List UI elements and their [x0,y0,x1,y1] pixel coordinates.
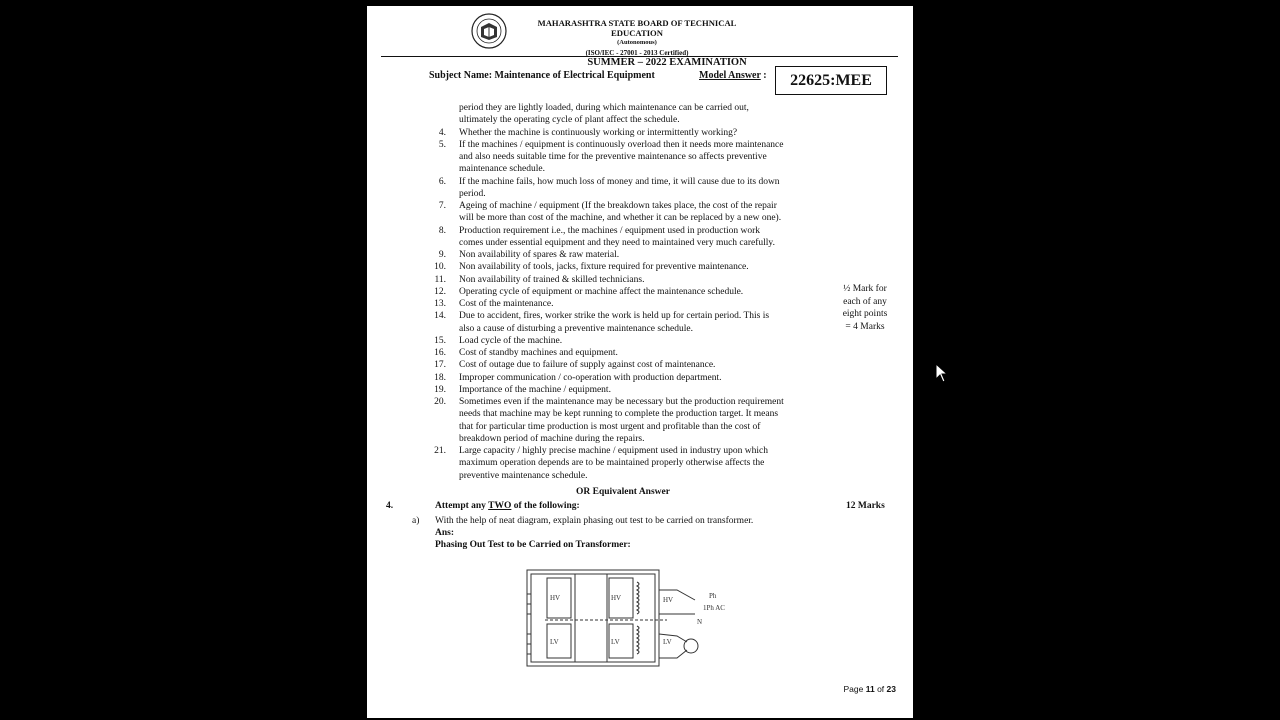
list-item-text: Non availability of spares & raw material. [459,250,620,260]
list-item-text: Large capacity / highly precise machine / equipment used in industry upon which [459,446,769,456]
list-item-text: Non availability of trained & skilled technicians. [459,274,645,285]
list-item-text: maximum operation depends are to be maintained properly otherwise affects the [459,458,765,469]
question-title-two: TWO [488,501,512,511]
diagram-label: 1Ph AC [703,604,725,612]
phasing-out-test-diagram [517,564,747,674]
diagram-label: LV [550,638,559,646]
diagram-label: HV [550,594,561,602]
exam-title: SUMMER – 2022 EXAMINATION [587,57,747,68]
list-item-text: Cost of outage due to failure of supply against cost of maintenance. [459,360,716,371]
msbte-logo-icon [471,13,507,49]
diagram-label: LV [611,638,620,646]
list-item-number: 4. [438,127,446,138]
page-number: 11 [865,684,875,694]
intro-line: period they are lightly loaded, during which maintenance can be carried out, [459,103,749,113]
list-item-number: 9. [438,250,446,260]
question-title-post: of the following: [511,501,580,511]
list-item-number: 16. [434,348,446,358]
question-number: 4. [386,501,394,511]
list-item-text: preventive maintenance schedule. [459,470,588,481]
list-item-number: 7. [438,201,446,211]
page-footer [843,684,896,694]
subquestion-label: a) [412,516,420,526]
answer-heading: Phasing Out Test to be Carried on Transformer: [435,540,631,550]
answer-label: Ans: [435,528,455,538]
diagram-label: LV [663,638,672,646]
list-item-text: needs that machine may be kept running to complete the production target. It means [459,409,779,420]
marks-line: eight points [842,309,888,319]
list-item-number: 6. [438,176,446,187]
list-item-text: and also needs suitable time for the preventive maintenance so affects preventive [459,152,767,162]
diagram-label: N [697,618,703,626]
list-item-text: Cost of standby machines and equipment. [459,348,618,358]
list-item-number: 10. [434,262,446,273]
list-item-text: Non availability of tools, jacks, fixture required for preventive maintenance. [459,262,749,273]
marks-line: = 4 Marks [845,321,885,332]
intro-line: ultimately the operating cycle of plant affect the schedule. [459,115,680,126]
list-item-text: maintenance schedule. [459,164,545,175]
list-item-text: comes under essential equipment and they need to maintained very much carefully. [459,237,775,248]
list-item-text: Cost of the maintenance. [459,299,554,309]
list-item-number: 20. [434,397,446,407]
or-equivalent-answer: OR Equivalent Answer [576,487,670,497]
list-item-text: If the machines / equipment is continuously overload then it needs more maintenance [459,139,784,150]
list-item-text: Sometimes even if the maintenance may be necessary but the production requirement [459,397,784,407]
list-item-text: period. [459,188,486,199]
list-item-text: Importance of the machine / equipment. [459,384,611,395]
page-total: 23 [886,684,896,694]
certification-label: (ISO/IEC - 27001 - 2013 Certified) [585,49,689,57]
list-item-text: If the machine fails, how much loss of money and time, it will cause due to its down [459,176,780,187]
list-item-text: that for particular time production is most urgent and profitable than the cost of [459,421,761,432]
page-of: of [877,684,885,694]
list-item-text: Whether the machine is continuously working or intermittently working? [459,127,738,138]
list-item-number: 11. [434,274,446,285]
list-item-number: 15. [434,335,446,346]
board-header [517,18,757,58]
question-title [435,500,580,512]
diagram-label: HV [611,594,622,602]
marks-line: ½ Mark for [843,284,887,294]
list-item-number: 14. [434,311,446,322]
list-item-number: 5. [438,139,446,150]
list-item-text: Due to accident, fires, worker strike the work is held up for certain period. This is [459,311,770,322]
subquestion-text: With the help of neat diagram, explain phasing out test to be carried on transformer. [435,516,754,526]
list-item-text: Operating cycle of equipment or machine affect the maintenance schedule. [459,286,744,297]
question-marks: 12 Marks [846,501,885,511]
list-item-number: 17. [434,360,446,371]
list-item-number: 18. [434,372,446,383]
list-item-number: 21. [434,446,446,456]
list-item-text: Ageing of machine / equipment (If the breakdown takes place, the cost of the repair [459,201,777,211]
list-item-number: 19. [434,384,446,395]
subject-name: Subject Name: Maintenance of Electrical Equipment [429,70,655,81]
list-item-text: Production requirement i.e., the machines / equipment used in production work [459,225,761,236]
subject-code: 22625:MEE [775,66,887,95]
mouse-pointer-icon [935,363,949,383]
model-answer-colon: : [763,70,767,81]
model-answer-text: Model Answer [699,70,761,81]
list-item-text: Improper communication / co-operation with production department. [459,372,722,383]
page-label: Page [843,684,864,694]
marks-line: each of any [843,296,887,307]
marks-note [835,283,895,333]
list-item-text: will be more than cost of the machine, and whether it can be replaced by a new one). [459,213,782,224]
board-name: MAHARASHTRA STATE BOARD OF TECHNICAL EDUCATION [537,18,737,38]
list-item-text: also a cause of disturbing a preventive maintenance schedule. [459,323,693,334]
diagram-label: HV [663,596,674,604]
list-item-number: 13. [434,299,446,309]
model-answer-label [699,70,767,81]
diagram-label: Ph [709,592,717,600]
document-page [367,6,913,718]
list-item-text: Load cycle of the machine. [459,335,563,346]
list-item-number: 12. [434,286,446,297]
list-item-number: 8. [438,225,446,236]
list-item-text: breakdown period of machine during the repairs. [459,433,645,444]
autonomous-label: (Autonomous) [617,39,657,46]
question-title-pre: Attempt any [435,501,489,511]
